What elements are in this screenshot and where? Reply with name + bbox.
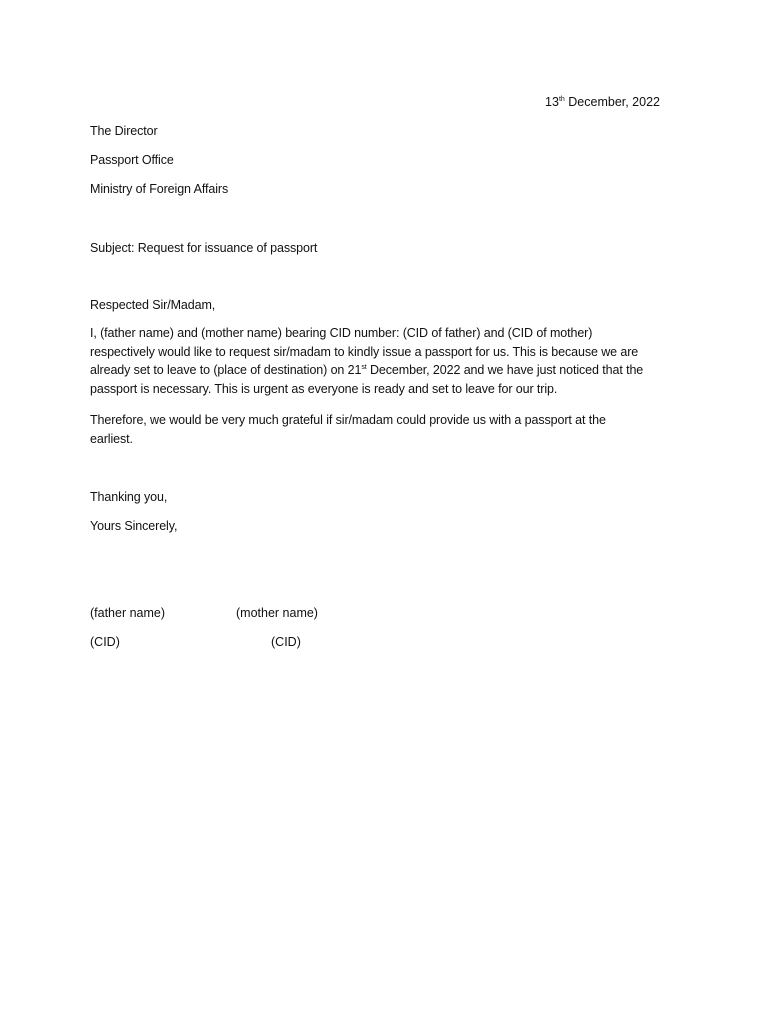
letter-date xyxy=(545,93,660,111)
body-paragraph-2 xyxy=(90,411,680,448)
body-paragraph-1 xyxy=(90,324,680,398)
date-day-suffix: th xyxy=(558,96,565,103)
father-cid-placeholder: (CID) xyxy=(90,635,120,649)
date-month-year: December, 2022 xyxy=(564,95,660,109)
date-day: 13 xyxy=(545,95,559,109)
body-paragraph-1-line-1: I, (father name) and (mother name) bearing CID number: (CID of father) and (CID of mother) xyxy=(90,326,593,340)
body-paragraph-1-line-4: passport is necessary. This is urgent as everyone is ready and set to leave for our trip. xyxy=(90,381,558,396)
recipient-title: The Director xyxy=(90,124,158,138)
body-paragraph-1-line-2: respectively would like to request sir/madam to kindly issue a passport for us. This is because we are xyxy=(90,344,639,359)
recipient-office: Passport Office xyxy=(90,153,174,167)
recipient-ministry: Ministry of Foreign Affairs xyxy=(90,182,229,196)
closing-thanks: Thanking you, xyxy=(90,490,168,504)
body-paragraph-2-line-1: Therefore, we would be very much grateful if sir/madam could provide us with a passport at the xyxy=(90,413,606,427)
mother-cid-placeholder: (CID) xyxy=(271,635,301,649)
body-line-3-end: December, 2022 and we have just noticed that the xyxy=(366,363,644,377)
mother-name-placeholder: (mother name) xyxy=(236,606,318,620)
salutation: Respected Sir/Madam, xyxy=(90,298,216,312)
closing-sincerely: Yours Sincerely, xyxy=(90,519,178,533)
body-line-3-start: already set to leave to (place of destination) on 21 xyxy=(90,363,362,377)
father-name-placeholder: (father name) xyxy=(90,606,166,620)
body-paragraph-2-line-2: earliest. xyxy=(90,431,133,446)
letter-subject: Subject: Request for issuance of passport xyxy=(90,241,318,255)
body-paragraph-1-line-3 xyxy=(90,361,680,380)
ordinal-suffix: st xyxy=(361,364,367,371)
